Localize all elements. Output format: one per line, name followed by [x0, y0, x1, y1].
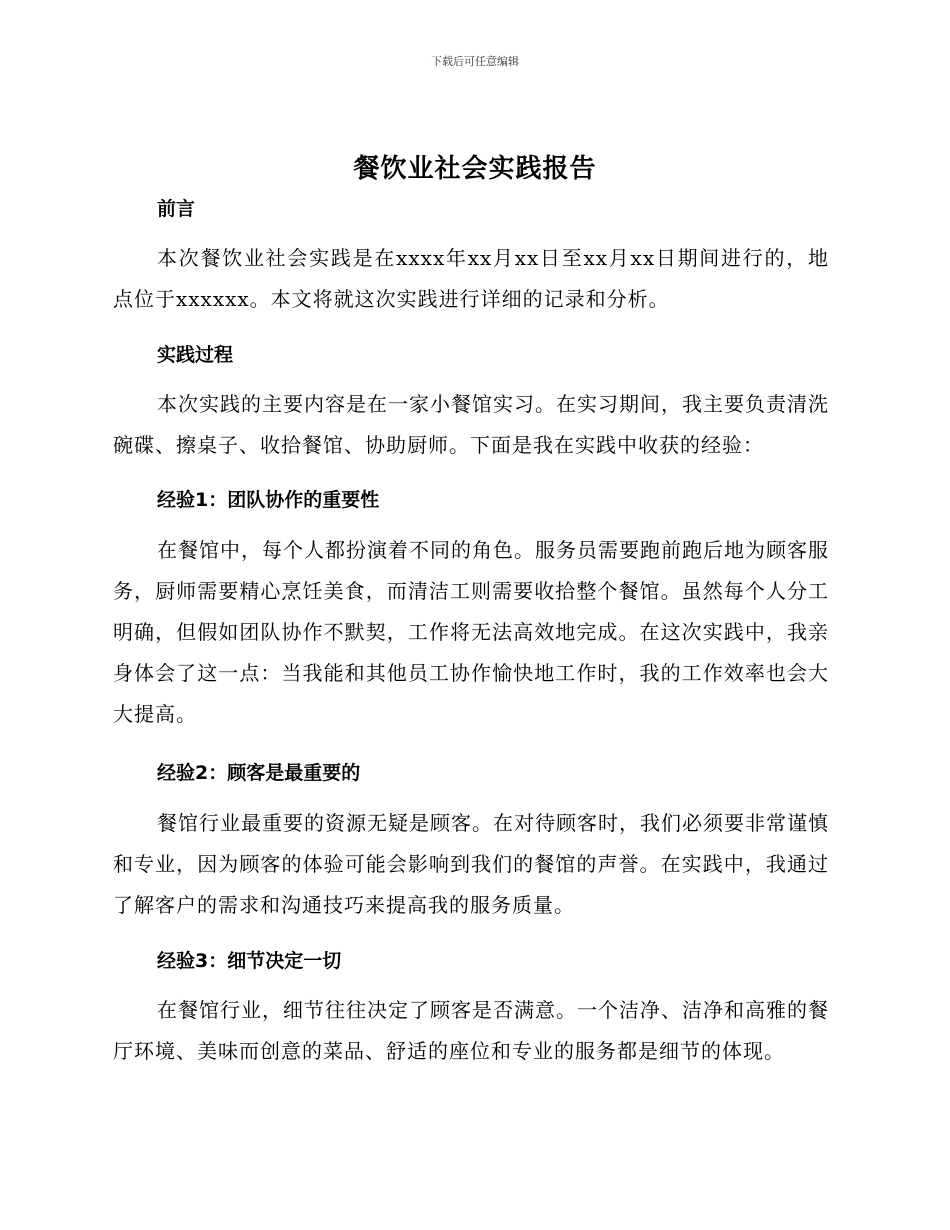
section-heading-preface: 前言: [157, 198, 196, 220]
section-paragraph-experience-1: 在餐馆中，每个人都扮演着不同的角色。服务员需要跑前跑后地为顾客服务，厨师需要精心烹饪美食，而清洁工则需要收拾整个餐馆。虽然每个人分工明确，但假如团队协作不默契，工作将无法高效地完成。在这次实践中，我亲身体会了这一点：当我能和其他员工协作愉快地工作时，我的工作效率也会大大提高。: [113, 538, 829, 726]
section-paragraph-experience-2: 餐馆行业最重要的资源无疑是顾客。在对待顾客时，我们必须要非常谨慎和专业，因为顾客的体验可能会影响到我们的餐馆的声誉。在实践中，我通过了解客户的需求和沟通技巧来提高我的服务质量。: [113, 811, 829, 917]
section-heading-experience-3: 经验3：细节决定一切: [157, 950, 342, 972]
section-paragraph-process: 本次实践的主要内容是在一家小餐馆实习。在实习期间，我主要负责清洗碗碟、擦桌子、收拾餐馆、协助厨师。下面是我在实践中收获的经验：: [113, 392, 829, 457]
section-heading-process: 实践过程: [157, 344, 234, 366]
document-title: 餐饮业社会实践报告: [353, 154, 597, 184]
section-paragraph-preface: 本次餐饮业社会实践是在xxxx年xx月xx日至xx月xx日期间进行的，地点位于xxxxxx。本文将就这次实践进行详细的记录和分析。: [113, 246, 829, 311]
section-heading-experience-1: 经验1：团队协作的重要性: [157, 489, 380, 511]
page-header-note: 下载后可任意编辑: [431, 55, 519, 68]
section-paragraph-experience-3: 在餐馆行业，细节往往决定了顾客是否满意。一个洁净、洁净和高雅的餐厅环境、美味而创意的菜品、舒适的座位和专业的服务都是细节的体现。: [113, 998, 829, 1063]
section-heading-experience-2: 经验2：顾客是最重要的: [157, 762, 361, 784]
